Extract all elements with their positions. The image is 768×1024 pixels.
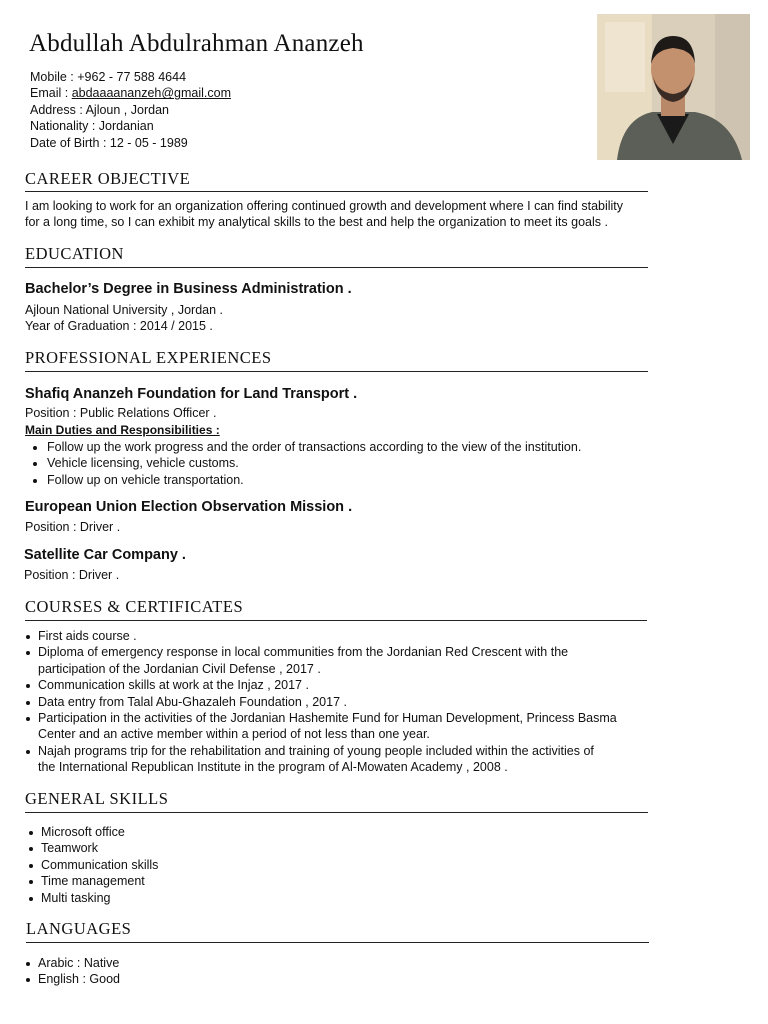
skills-heading: GENERAL SKILLS bbox=[25, 789, 169, 808]
profile-photo bbox=[597, 14, 750, 160]
languages-heading: LANGUAGES bbox=[26, 919, 132, 938]
education-heading: EDUCATION bbox=[25, 244, 124, 263]
list-item-text: Najah programs trip for the rehabilitation and training of young people included within the activities of bbox=[38, 743, 594, 758]
list-item: Follow up on vehicle transportation. bbox=[25, 472, 581, 488]
job-company: Shafiq Ananzeh Foundation for Land Transport . bbox=[25, 386, 358, 402]
duties-label bbox=[25, 422, 220, 438]
career-objective-heading: CAREER OBJECTIVE bbox=[25, 169, 191, 188]
section-divider bbox=[25, 812, 648, 813]
list-item bbox=[25, 644, 655, 677]
list-item bbox=[25, 743, 655, 776]
courses-heading: COURSES & CERTIFICATES bbox=[25, 597, 244, 616]
career-objective-text bbox=[25, 198, 623, 231]
section-divider bbox=[25, 620, 647, 621]
objective-line: I am looking to work for an organization offering continued growth and development where I can find stability bbox=[25, 199, 624, 213]
section-divider bbox=[26, 942, 649, 943]
section-divider bbox=[25, 371, 648, 372]
list-item: Follow up the work progress and the order of transactions according to the view of the institution. bbox=[25, 439, 581, 455]
list-item: Multi tasking bbox=[25, 890, 158, 906]
section-divider bbox=[25, 267, 648, 268]
list-item-text: Center and an active member within a period of not less than one year. bbox=[38, 727, 430, 742]
list-item-text: participation of the Jordanian Civil Defense , 2017 . bbox=[38, 661, 321, 676]
nationality-line: Nationality : Jordanian bbox=[30, 119, 154, 134]
list-item-text: Diploma of emergency response in local communities from the Jordanian Red Crescent with the bbox=[38, 645, 569, 660]
list-item: Microsoft office bbox=[25, 824, 158, 840]
languages-list bbox=[25, 955, 120, 988]
job-company: European Union Election Observation Mission . bbox=[25, 499, 353, 515]
email-label: Email : bbox=[30, 86, 72, 101]
list-item: English : Good bbox=[25, 971, 120, 987]
job-position: Position : Driver . bbox=[24, 568, 120, 582]
address-line: Address : Ajloun , Jordan bbox=[30, 102, 169, 117]
skills-list bbox=[25, 824, 158, 906]
job-position: Position : Driver . bbox=[25, 520, 121, 534]
list-item: Vehicle licensing, vehicle customs. bbox=[25, 455, 581, 471]
courses-list bbox=[25, 628, 655, 776]
duties-label-text: Main Duties and Responsibilities : bbox=[25, 423, 220, 437]
education-details bbox=[25, 302, 223, 335]
objective-line: for a long time, so I can exhibit my analytical skills to the best and help the organization to meet its goals . bbox=[25, 215, 608, 230]
duties-list bbox=[25, 439, 581, 488]
list-item: Data entry from Talal Abu-Ghazaleh Foundation , 2017 . bbox=[25, 694, 655, 710]
graduation-line: Year of Graduation : 2014 / 2015 . bbox=[25, 319, 213, 334]
email-line bbox=[30, 85, 231, 101]
list-item: Arabic : Native bbox=[25, 955, 120, 971]
list-item-text: the International Republican Institute in the program of Al-Mowaten Academy , 2008 . bbox=[38, 760, 508, 775]
mobile-line: Mobile : +962 - 77 588 4644 bbox=[30, 70, 187, 84]
list-item bbox=[25, 710, 655, 743]
candidate-name: Abdullah Abdulrahman Ananzeh bbox=[29, 30, 364, 57]
contact-info bbox=[30, 69, 231, 151]
section-divider bbox=[25, 191, 648, 192]
experience-heading: PROFESSIONAL EXPERIENCES bbox=[25, 348, 272, 367]
list-item: Communication skills bbox=[25, 857, 158, 873]
list-item-text: Participation in the activities of the Jordanian Hashemite Fund for Human Development, Princess Basma bbox=[38, 711, 617, 726]
university-line: Ajloun National University , Jordan . bbox=[25, 303, 224, 317]
degree-title: Bachelor’s Degree in Business Administration . bbox=[25, 281, 352, 297]
list-item: Communication skills at work at the Injaz , 2017 . bbox=[25, 677, 655, 693]
email-link[interactable]: abdaaaananzeh@gmail.com bbox=[71, 86, 232, 101]
list-item: First aids course . bbox=[25, 628, 655, 644]
list-item: Time management bbox=[25, 873, 158, 889]
list-item: Teamwork bbox=[25, 840, 158, 856]
job-position: Position : Public Relations Officer . bbox=[25, 406, 217, 420]
dob-line: Date of Birth : 12 - 05 - 1989 bbox=[30, 135, 188, 150]
job-company: Satellite Car Company . bbox=[24, 547, 186, 563]
